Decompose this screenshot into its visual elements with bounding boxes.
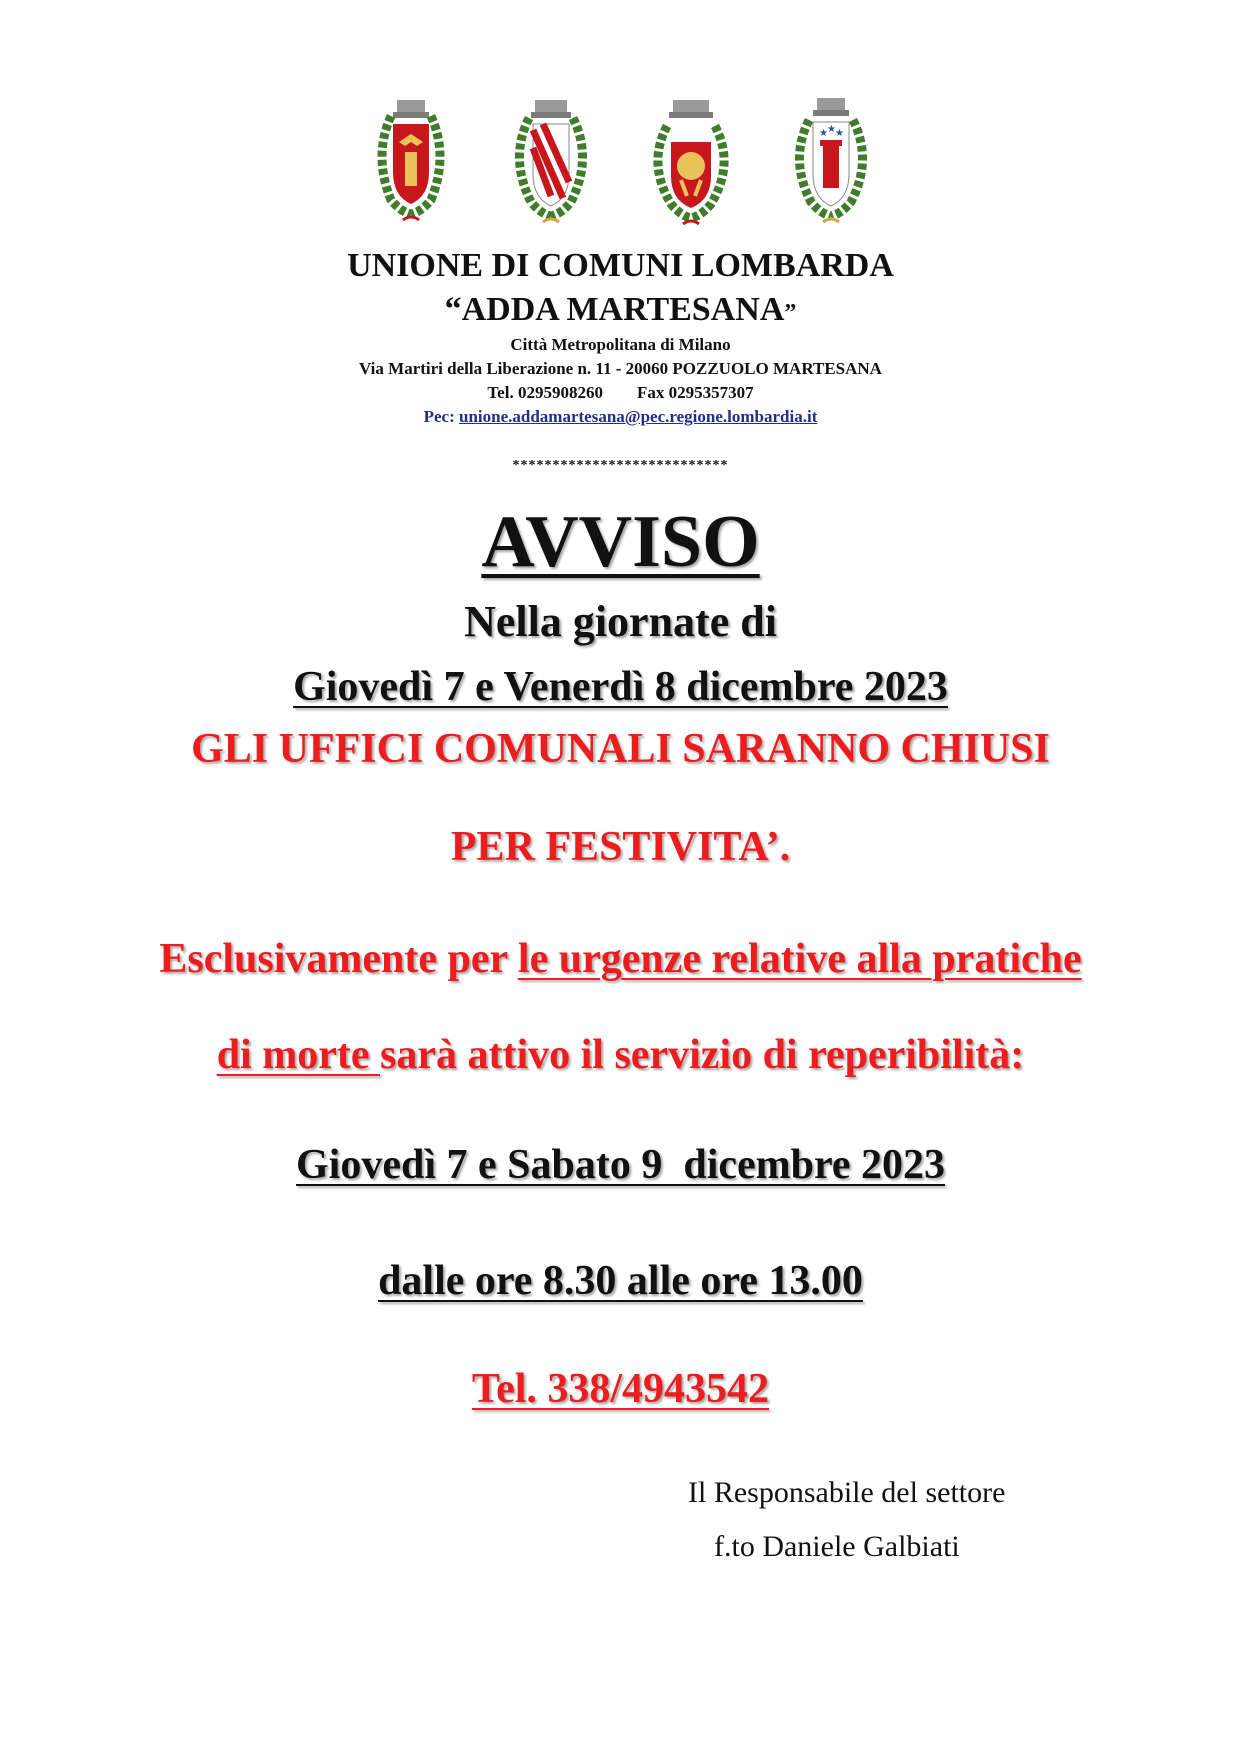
svg-text:★: ★ (826, 124, 836, 135)
closure-line-1: GLI UFFICI COMUNALI SARANNO CHIUSI (191, 726, 1050, 772)
crest-tower-icon (780, 96, 882, 236)
notice-title: AVVISO (481, 501, 760, 583)
union-subtitle (0, 290, 1241, 333)
pec-email-link[interactable]: unione.addamartesana@pec.regione.lombardia.it (459, 407, 818, 426)
crest-red-stripes-icon (500, 96, 602, 236)
service-hours: dalle ore 8.30 alle ore 13.00 (378, 1258, 863, 1304)
coats-of-arms-row (0, 96, 1241, 236)
death-underlined: di morte (216, 1032, 380, 1078)
closure-dates-line (0, 662, 1241, 712)
service-dates-line (0, 1140, 1241, 1190)
fax-number: Fax 0295357307 (636, 383, 754, 402)
crest-lion-icon (640, 96, 742, 236)
letterhead (0, 246, 1241, 429)
address: Via Martiri della Liberazione n. 11 - 20060 POZZUOLO MARTESANA (359, 359, 882, 378)
contact-phones (0, 381, 1241, 405)
service-dates: Giovedì 7 e Sabato 9 dicembre 2023 (295, 1142, 946, 1188)
death-line (0, 1030, 1241, 1080)
service-hours-line (0, 1256, 1241, 1306)
notice-intro: Nella giornate di (464, 597, 777, 646)
service-phone: Tel. 338/4943542 (471, 1366, 770, 1412)
crest-eagle-icon (360, 96, 462, 236)
closure-line-2: PER FESTIVITA’. (450, 824, 791, 870)
tel-number: Tel. 0295908260 (487, 383, 603, 402)
svg-text:★: ★ (834, 128, 844, 139)
signature-name: f.to Daniele Galbiati (714, 1530, 960, 1563)
pec-line (0, 405, 1241, 429)
separator: *************************** (512, 458, 729, 473)
notice-title-line (0, 500, 1241, 584)
pec-label: Pec: (423, 407, 460, 426)
service-phone-line (0, 1364, 1241, 1414)
closure-dates: Giovedì 7 e Venerdì 8 dicembre 2023 (293, 664, 948, 710)
exclusive-line (0, 934, 1241, 984)
union-name: UNIONE DI COMUNI LOMBARDA (347, 247, 894, 284)
close-quote: ” (784, 300, 797, 326)
signature-block (688, 1466, 1005, 1574)
death-rest: sarà attivo il servizio di reperibilità: (380, 1032, 1025, 1078)
svg-text:★: ★ (818, 128, 828, 139)
metro-city: Città Metropolitana di Milano (510, 335, 731, 354)
signature-role: Il Responsabile del settore (688, 1476, 1006, 1509)
open-quote: “ (444, 291, 462, 328)
union-subtitle-text: ADDA MARTESANA (461, 291, 785, 328)
exclusive-prefix: Esclusivamente per (159, 936, 518, 982)
exclusive-underlined: le urgenze relative alla pratiche (517, 936, 1082, 982)
